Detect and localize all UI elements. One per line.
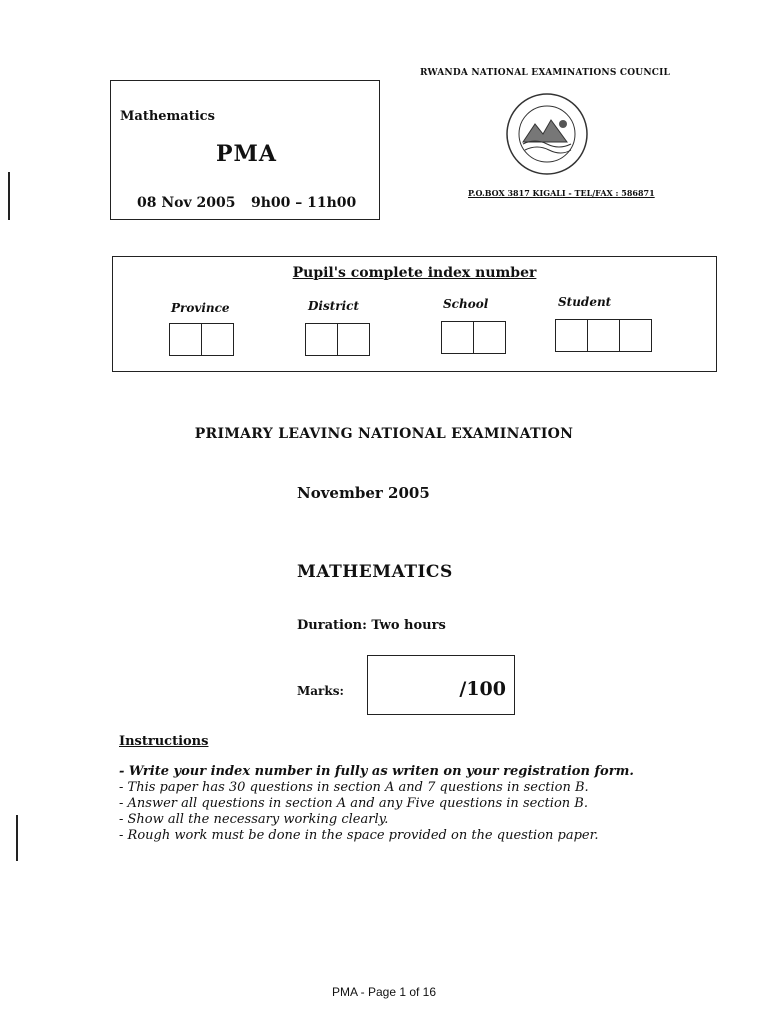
index-cell[interactable] (441, 321, 474, 354)
index-number-box (112, 256, 717, 372)
index-cell[interactable] (555, 319, 588, 352)
exam-duration: Duration: Two hours (297, 618, 446, 633)
instruction-item: - Rough work must be done in the space provided on the question paper. (119, 828, 599, 843)
marks-label: Marks: (297, 684, 344, 698)
scan-mark (8, 172, 10, 220)
exam-time: 9h00 – 11h00 (251, 195, 357, 211)
exam-date: 08 Nov 2005 (137, 195, 236, 211)
exam-month: November 2005 (297, 484, 430, 502)
province-label: Province (171, 301, 230, 315)
scan-mark (16, 815, 18, 861)
instruction-item: - Answer all questions in section A and any Five questions in section B. (119, 796, 588, 811)
marks-box[interactable] (367, 655, 515, 715)
council-name: RWANDA NATIONAL EXAMINATIONS COUNCIL (420, 68, 671, 78)
exam-subject: MATHEMATICS (297, 562, 453, 582)
exam-title: PRIMARY LEAVING NATIONAL EXAMINATION (194, 426, 574, 442)
council-address: P.O.BOX 3817 KIGALI - TEL/FAX : 586871 (468, 188, 655, 198)
province-cells (169, 323, 233, 356)
subject-code: PMA (216, 141, 277, 167)
instructions-heading: Instructions (119, 734, 209, 749)
index-cell[interactable] (337, 323, 370, 356)
subject-name: Mathematics (120, 109, 215, 124)
instructions-list (119, 764, 634, 844)
page-footer: PMA - Page 1 of 16 (331, 985, 437, 999)
index-cell[interactable] (619, 319, 652, 352)
school-label: School (443, 297, 489, 311)
index-cell[interactable] (201, 323, 234, 356)
index-cell[interactable] (305, 323, 338, 356)
index-cell[interactable] (587, 319, 620, 352)
seal-icon (505, 92, 589, 176)
school-cells (441, 321, 505, 354)
subject-box (110, 80, 380, 220)
district-cells (305, 323, 369, 356)
index-number-title: Pupil's complete index number (292, 265, 537, 281)
student-label: Student (558, 295, 612, 309)
index-cell[interactable] (473, 321, 506, 354)
instruction-item: - Show all the necessary working clearly. (119, 812, 389, 827)
district-label: District (308, 299, 359, 313)
index-cell[interactable] (169, 323, 202, 356)
instruction-item: - This paper has 30 questions in section A and 7 questions in section B. (119, 780, 589, 795)
student-cells (555, 319, 651, 352)
instruction-item: - Write your index number in fully as writen on your registration form. (119, 764, 634, 779)
marks-total: /100 (459, 678, 506, 700)
